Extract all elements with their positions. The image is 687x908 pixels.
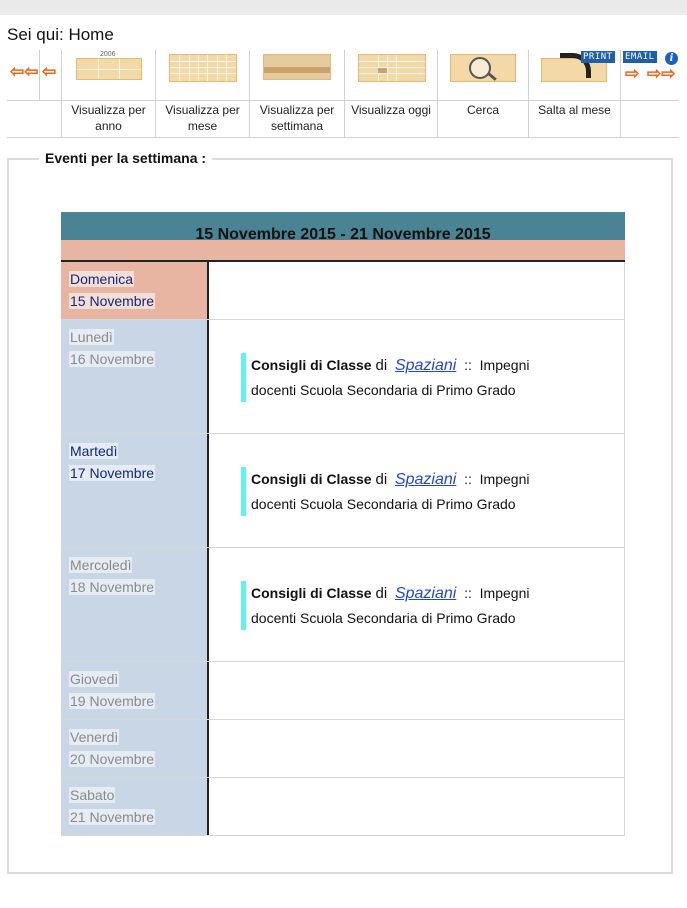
- search-label[interactable]: Cerca: [438, 101, 529, 137]
- event-title[interactable]: Consigli di Classe: [251, 357, 372, 373]
- event-connector: di: [375, 585, 388, 602]
- day-events: [209, 320, 625, 433]
- left-arrow-icon: ⇦: [42, 62, 57, 81]
- breadcrumb-label: Sei qui:: [7, 25, 64, 44]
- double-left-arrow-icon: ⇦⇦: [10, 62, 39, 81]
- week-calendar: [61, 212, 625, 836]
- day-events: [209, 548, 625, 661]
- event-category-link[interactable]: Spaziani: [394, 585, 457, 602]
- day-date[interactable]: 15 Novembre: [70, 293, 155, 309]
- event-title[interactable]: Consigli di Classe: [251, 471, 372, 487]
- day-label[interactable]: [61, 262, 209, 319]
- day-label[interactable]: [61, 778, 209, 835]
- day-label[interactable]: [61, 720, 209, 777]
- section-legend: Eventi per la settimana :: [39, 150, 212, 166]
- day-name[interactable]: Lunedì: [70, 329, 113, 345]
- day-row: [61, 260, 625, 320]
- event-desc-rest: docenti Scuola Secondaria di Primo Grado: [251, 610, 516, 626]
- top-bar: [0, 0, 687, 15]
- day-date[interactable]: 16 Novembre: [70, 351, 155, 367]
- view-week-label[interactable]: Visualizza per settimana: [250, 101, 345, 137]
- event-connector: di: [375, 357, 388, 374]
- day-row: [61, 320, 625, 434]
- year-thumb-label: 2006: [100, 51, 116, 58]
- previous-year-button[interactable]: [7, 50, 40, 100]
- next-week-arrow-icon[interactable]: ⇨: [625, 64, 640, 83]
- calendar-toolbar: [7, 50, 679, 138]
- event-item[interactable]: [241, 581, 571, 630]
- view-today-label[interactable]: Visualizza oggi: [345, 101, 438, 137]
- event-category-link[interactable]: Spaziani: [394, 471, 457, 488]
- day-name[interactable]: Sabato: [70, 787, 115, 803]
- day-events: [209, 720, 625, 777]
- event-category-link[interactable]: Spaziani: [394, 357, 457, 374]
- toolbar-icons-row: [7, 50, 679, 101]
- day-row: [61, 548, 625, 662]
- day-date[interactable]: 17 Novembre: [70, 465, 155, 481]
- day-date[interactable]: 19 Novembre: [70, 693, 155, 709]
- previous-week-button[interactable]: [40, 50, 62, 100]
- print-button[interactable]: PRINT: [583, 52, 613, 62]
- day-label[interactable]: [61, 320, 209, 433]
- view-month-button[interactable]: [156, 50, 250, 100]
- event-item[interactable]: [241, 467, 571, 516]
- day-events: [209, 434, 625, 547]
- day-row: [61, 662, 625, 720]
- day-label[interactable]: [61, 434, 209, 547]
- event-title[interactable]: Consigli di Classe: [251, 585, 372, 601]
- week-view-icon: [263, 54, 331, 80]
- event-separator: ::: [464, 357, 472, 373]
- toolbar-label-empty: [7, 101, 62, 137]
- day-label[interactable]: [61, 662, 209, 719]
- day-date[interactable]: 21 Novembre: [70, 809, 155, 825]
- day-name[interactable]: Giovedì: [70, 671, 119, 687]
- year-view-icon: [76, 58, 142, 80]
- day-name[interactable]: Martedì: [70, 443, 118, 459]
- week-events-section: [7, 150, 673, 874]
- breadcrumb: [7, 25, 114, 45]
- day-name[interactable]: Mercoledì: [70, 557, 132, 573]
- day-name[interactable]: Venerdì: [70, 729, 119, 745]
- search-icon: [450, 54, 516, 82]
- day-row: [61, 434, 625, 548]
- view-week-button[interactable]: [250, 50, 345, 100]
- event-separator: ::: [464, 585, 472, 601]
- event-desc-start: Impegni: [479, 471, 530, 487]
- breadcrumb-current: Home: [68, 25, 114, 44]
- event-desc-rest: docenti Scuola Secondaria di Primo Grado: [251, 382, 516, 398]
- event-desc-start: Impegni: [479, 585, 530, 601]
- week-range-title: 15 Novembre 2015 - 21 Novembre 2015: [195, 226, 491, 243]
- email-button[interactable]: EMAIL: [625, 52, 655, 62]
- month-view-icon: [169, 54, 237, 82]
- today-view-icon: [358, 54, 426, 82]
- day-date[interactable]: 18 Novembre: [70, 579, 155, 595]
- search-button[interactable]: [438, 50, 529, 100]
- day-events: [209, 778, 625, 835]
- event-item[interactable]: [241, 353, 571, 402]
- double-right-arrow-icon[interactable]: ⇨⇨: [647, 64, 676, 83]
- view-month-label[interactable]: Visualizza per mese: [156, 101, 250, 137]
- view-year-button[interactable]: [62, 50, 156, 100]
- event-desc-start: Impegni: [479, 357, 530, 373]
- day-row: [61, 720, 625, 778]
- jump-month-label[interactable]: Salta al mese: [529, 101, 621, 137]
- day-name[interactable]: Domenica: [70, 271, 134, 287]
- event-desc-rest: docenti Scuola Secondaria di Primo Grado: [251, 496, 516, 512]
- view-year-label[interactable]: Visualizza per anno: [62, 101, 156, 137]
- view-today-button[interactable]: [345, 50, 438, 100]
- toolbar-labels-row: [7, 101, 679, 138]
- day-row: [61, 778, 625, 836]
- toolbar-right-group: [583, 50, 679, 100]
- day-date[interactable]: 20 Novembre: [70, 751, 155, 767]
- day-events: [209, 662, 625, 719]
- info-icon[interactable]: i: [665, 52, 678, 65]
- day-label[interactable]: [61, 548, 209, 661]
- day-events: [209, 262, 625, 319]
- event-connector: di: [375, 471, 388, 488]
- event-separator: ::: [464, 471, 472, 487]
